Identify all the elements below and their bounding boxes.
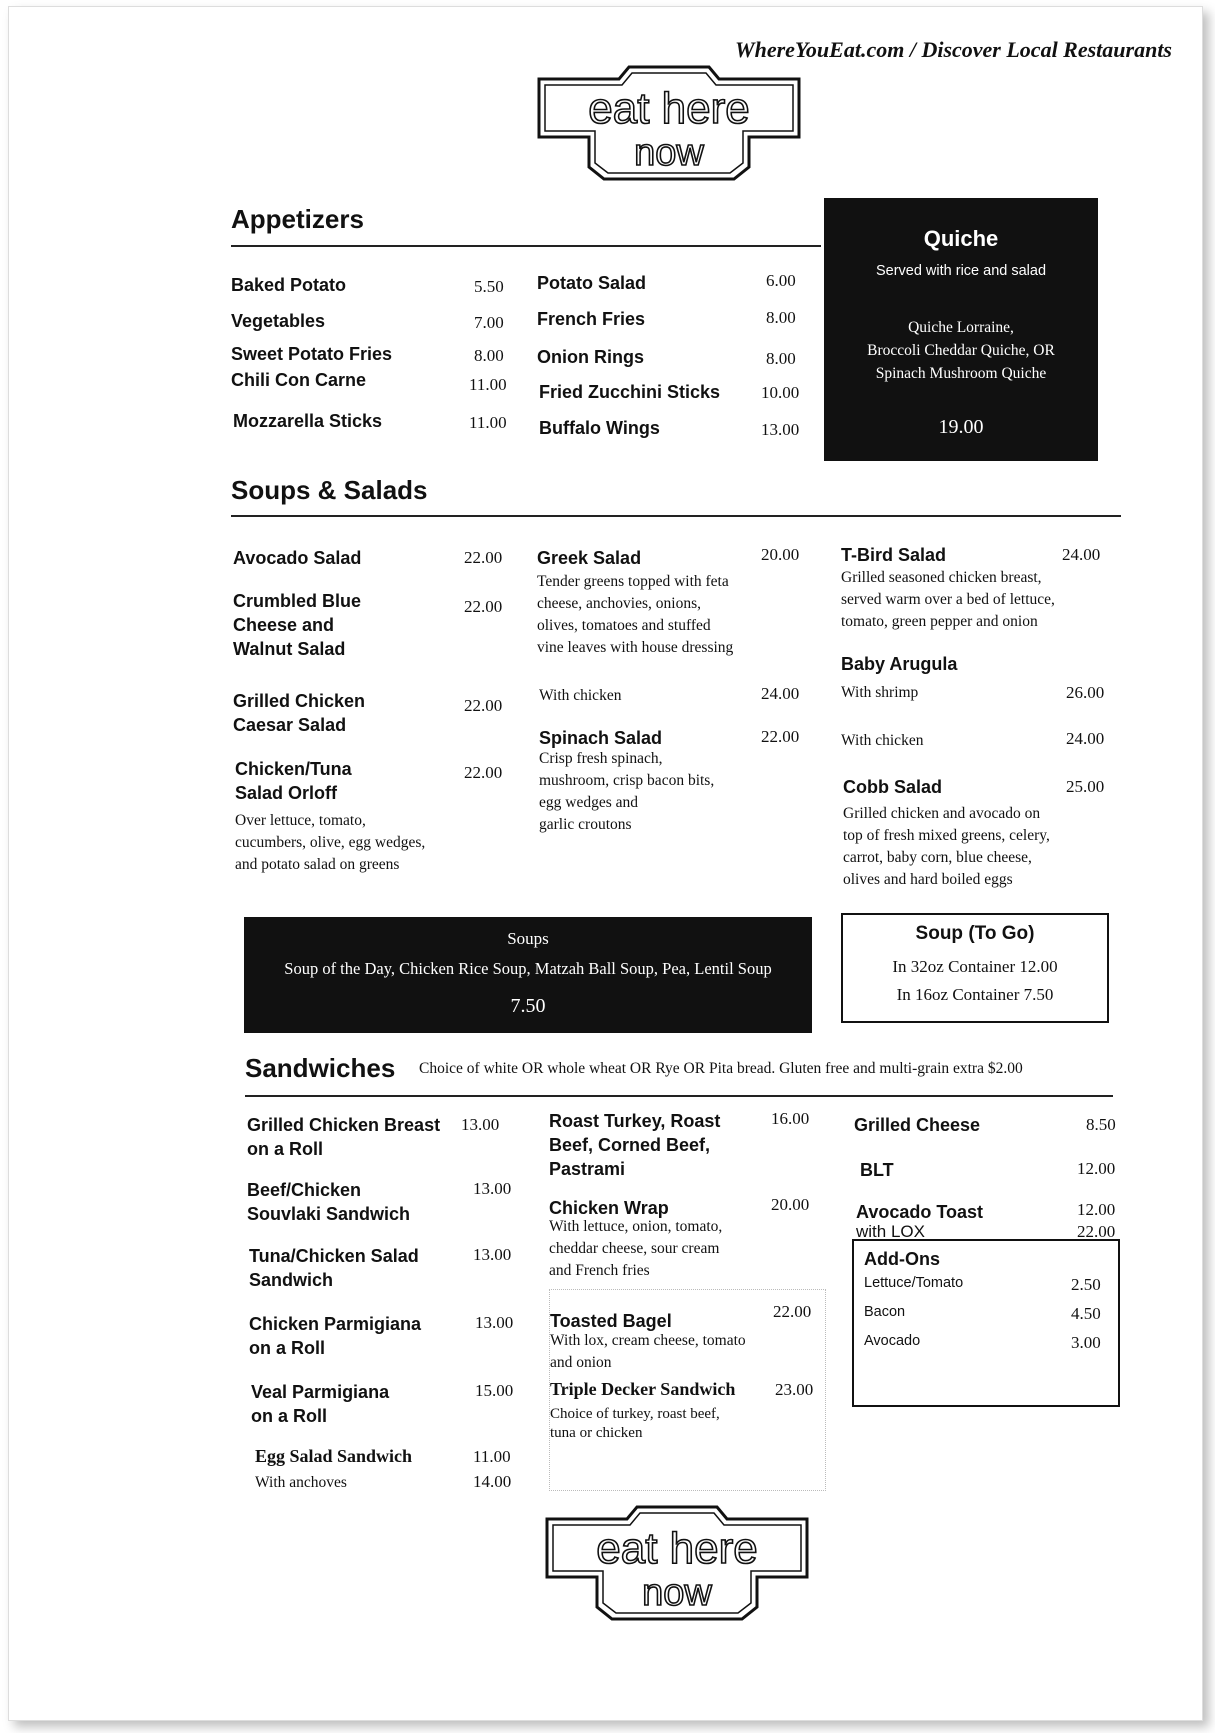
appetizer-name: French Fries: [537, 309, 646, 329]
sandwich-price: 16.00: [771, 1109, 810, 1128]
sandwich-price: 15.00: [475, 1381, 514, 1400]
sandwich-name-line: on a Roll: [249, 1338, 325, 1358]
sandwich-name: Grilled Cheese: [854, 1115, 981, 1135]
sandwich-price: 13.00: [473, 1179, 512, 1198]
appetizer-price: 13.00: [761, 420, 800, 439]
appetizer-name: Potato Salad: [537, 273, 647, 293]
quiche-box: [824, 198, 1098, 461]
salad-price: 24.00: [1062, 545, 1101, 564]
site-title: WhereYouEat.com / Discover Local Restaurants: [735, 37, 1172, 62]
sandwich-option: With anchoves: [255, 1474, 347, 1491]
salad-desc: top of fresh mixed greens, celery,: [843, 827, 1050, 844]
salad-desc: cucumbers, olive, egg wedges,: [235, 834, 426, 851]
menu-page: [8, 6, 1203, 1721]
soups-salads-heading: Soups & Salads: [231, 475, 428, 505]
salad-price: 22.00: [464, 597, 503, 616]
salad-desc: olives and hard boiled eggs: [843, 871, 1013, 888]
sandwich-name-line: Beef/Chicken: [247, 1180, 362, 1200]
salad-price: 22.00: [464, 548, 503, 567]
salad-name-line: Caesar Salad: [233, 715, 347, 735]
sandwich-name: Chicken Wrap: [549, 1198, 669, 1218]
salad-name-line: Grilled Chicken: [233, 691, 366, 711]
salad-price: 22.00: [464, 696, 503, 715]
salad-desc: garlic croutons: [539, 816, 632, 833]
sandwich-desc: tuna or chicken: [550, 1425, 643, 1441]
sandwich-desc: With lettuce, onion, tomato,: [549, 1218, 723, 1235]
sandwich-name-line: Chicken Parmigiana: [249, 1314, 422, 1334]
appetizers-rule: [231, 245, 821, 247]
sandwich-price: 13.00: [473, 1245, 512, 1264]
salad-price: 22.00: [464, 763, 503, 782]
sandwich-option: with LOX: [856, 1222, 925, 1241]
salad-name: Cobb Salad: [843, 777, 943, 797]
salad-name-line: Salad Orloff: [235, 783, 338, 803]
addon-price: 4.50: [1071, 1304, 1101, 1323]
salad-desc: olives, tomatoes and stuffed: [537, 617, 711, 634]
quiche-subtitle: Served with rice and salad: [875, 263, 1047, 279]
appetizer-name: Chili Con Carne: [231, 370, 367, 390]
salad-desc: Tender greens topped with feta: [537, 573, 729, 590]
salad-desc: vine leaves with house dressing: [537, 639, 734, 656]
sandwich-desc: Choice of turkey, roast beef,: [550, 1406, 720, 1422]
appetizers-heading: Appetizers: [231, 204, 364, 234]
logo-line2: now: [642, 1572, 712, 1614]
addon-name: Lettuce/Tomato: [864, 1275, 964, 1291]
salad-price: 20.00: [761, 545, 800, 564]
salad-desc: egg wedges and: [539, 794, 638, 811]
sandwich-name-line: on a Roll: [251, 1406, 327, 1426]
salad-name: Spinach Salad: [539, 728, 663, 748]
sandwiches-rule: [245, 1095, 1113, 1097]
salad-desc: Grilled chicken and avocado on: [843, 805, 1041, 822]
appetizer-price: 7.00: [474, 313, 504, 332]
sandwich-name-line: on a Roll: [247, 1139, 323, 1159]
sandwich-name-line: Veal Parmigiana: [251, 1382, 390, 1402]
appetizer-price: 8.00: [766, 349, 796, 368]
sandwich-name-line: Beef, Corned Beef,: [549, 1135, 711, 1155]
sandwich-name-line: Sandwich: [249, 1270, 334, 1290]
salad-name-line: Walnut Salad: [233, 639, 346, 659]
sandwich-name-line: Roast Turkey, Roast: [549, 1111, 721, 1131]
sandwich-name: Egg Salad Sandwich: [255, 1446, 413, 1466]
appetizer-name: Buffalo Wings: [539, 418, 660, 438]
sandwich-option-price: 14.00: [473, 1472, 512, 1491]
quiche-line: Quiche Lorraine,: [908, 319, 1014, 336]
sandwich-option-price: 22.00: [1077, 1222, 1116, 1241]
salad-option: With chicken: [539, 687, 622, 704]
salad-name: Avocado Salad: [233, 548, 362, 568]
salad-desc: and potato salad on greens: [235, 856, 400, 873]
salad-desc: Grilled seasoned chicken breast,: [841, 569, 1042, 586]
sandwich-price: 23.00: [775, 1380, 814, 1399]
quiche-line: Broccoli Cheddar Quiche, OR: [867, 342, 1055, 359]
sandwich-price: 13.00: [475, 1313, 514, 1332]
salad-name-line: Crumbled Blue: [233, 591, 362, 611]
sandwich-name-line: Tuna/Chicken Salad: [249, 1246, 419, 1266]
salad-price: 25.00: [1066, 777, 1105, 796]
salad-name-line: Cheese and: [233, 615, 335, 635]
eat-here-now-logo-top: [529, 57, 809, 187]
salad-desc: Crisp fresh spinach,: [539, 750, 663, 767]
sandwich-desc: cheddar cheese, sour cream: [549, 1240, 720, 1257]
logo-line1: eat here: [588, 84, 750, 133]
salad-desc: cheese, anchovies, onions,: [537, 595, 701, 612]
appetizer-name: Fried Zucchini Sticks: [539, 382, 721, 402]
appetizer-name: Baked Potato: [231, 275, 347, 295]
salad-desc: served warm over a bed of lettuce,: [841, 591, 1055, 608]
sandwiches-heading: Sandwiches: [245, 1053, 396, 1083]
salad-desc: carrot, baby corn, blue cheese,: [843, 849, 1032, 866]
addons-title: Add-Ons: [864, 1249, 940, 1269]
soups-box: [244, 917, 812, 1033]
sandwich-price: 22.00: [773, 1302, 812, 1321]
salad-desc: Over lettuce, tomato,: [235, 812, 366, 829]
salad-desc: tomato, green pepper and onion: [841, 613, 1038, 630]
appetizer-name: Sweet Potato Fries: [231, 344, 393, 364]
soup-to-go-box: [841, 913, 1109, 1023]
salad-option-price: 26.00: [1066, 683, 1105, 702]
salad-option-price: 24.00: [761, 684, 800, 703]
salad-option: With chicken: [841, 732, 924, 749]
appetizer-price: 8.00: [766, 308, 796, 327]
soup-to-go-line: In 32oz Container 12.00: [892, 957, 1058, 976]
sandwich-price: 11.00: [473, 1447, 511, 1466]
addon-name: Avocado: [864, 1333, 921, 1349]
salad-price: 22.00: [761, 727, 800, 746]
addon-name: Bacon: [864, 1304, 906, 1320]
appetizer-price: 5.50: [474, 277, 504, 296]
salad-option-price: 24.00: [1066, 729, 1105, 748]
sandwich-name: BLT: [860, 1160, 894, 1180]
sandwich-name: Toasted Bagel: [550, 1311, 672, 1331]
logo-line1: eat here: [596, 1524, 758, 1573]
appetizer-price: 6.00: [766, 271, 796, 290]
sandwich-name-line: Grilled Chicken Breast: [247, 1115, 441, 1135]
quiche-title: Quiche: [923, 226, 999, 251]
soups-salads-rule: [231, 515, 1121, 517]
appetizer-name: Onion Rings: [537, 347, 644, 367]
soup-to-go-title: Soup (To Go): [915, 923, 1035, 944]
sandwich-name-line: Souvlaki Sandwich: [247, 1204, 411, 1224]
addon-price: 2.50: [1071, 1275, 1101, 1294]
eat-here-now-logo-bottom: [537, 1497, 817, 1627]
appetizer-price: 10.00: [761, 383, 800, 402]
soups-list: Soup of the Day, Chicken Rice Soup, Matzah Ball Soup, Pea, Lentil Soup: [284, 959, 772, 978]
quiche-line: Spinach Mushroom Quiche: [875, 365, 1047, 382]
sandwich-price: 8.50: [1086, 1115, 1116, 1134]
soups-title: Soups: [507, 929, 549, 948]
salad-name: T-Bird Salad: [841, 545, 947, 565]
appetizer-price: 11.00: [469, 413, 507, 432]
appetizer-name: Vegetables: [231, 311, 326, 331]
sandwich-desc: With lox, cream cheese, tomato: [550, 1332, 746, 1349]
appetizer-price: 8.00: [474, 346, 504, 365]
sandwich-desc: and French fries: [549, 1262, 650, 1279]
sandwich-price: 13.00: [461, 1115, 500, 1134]
logo-line2: now: [634, 132, 704, 174]
addons-box: [852, 1239, 1120, 1407]
soups-price: 7.50: [510, 995, 546, 1017]
soup-to-go-line: In 16oz Container 7.50: [896, 985, 1054, 1004]
sandwich-price: 12.00: [1077, 1159, 1116, 1178]
sandwich-price: 20.00: [771, 1195, 810, 1214]
salad-name: Greek Salad: [537, 548, 642, 568]
appetizer-name: Mozzarella Sticks: [233, 411, 383, 431]
quiche-price: 19.00: [938, 416, 984, 438]
salad-name: Baby Arugula: [841, 654, 958, 674]
salad-name-line: Chicken/Tuna: [235, 759, 352, 779]
sandwich-name-line: Pastrami: [549, 1159, 626, 1179]
sandwich-price: 12.00: [1077, 1200, 1116, 1219]
salad-option: With shrimp: [841, 684, 919, 701]
sandwiches-note: Choice of white OR whole wheat OR Rye OR Pita bread. Gluten free and multi-grain extra $2.00: [419, 1060, 1023, 1077]
appetizer-price: 11.00: [469, 375, 507, 394]
sandwich-name: Triple Decker Sandwich: [550, 1379, 736, 1399]
sandwich-desc: and onion: [550, 1354, 612, 1371]
sandwich-name: Avocado Toast: [856, 1202, 984, 1222]
addon-price: 3.00: [1071, 1333, 1101, 1352]
salad-desc: mushroom, crisp bacon bits,: [539, 772, 715, 789]
